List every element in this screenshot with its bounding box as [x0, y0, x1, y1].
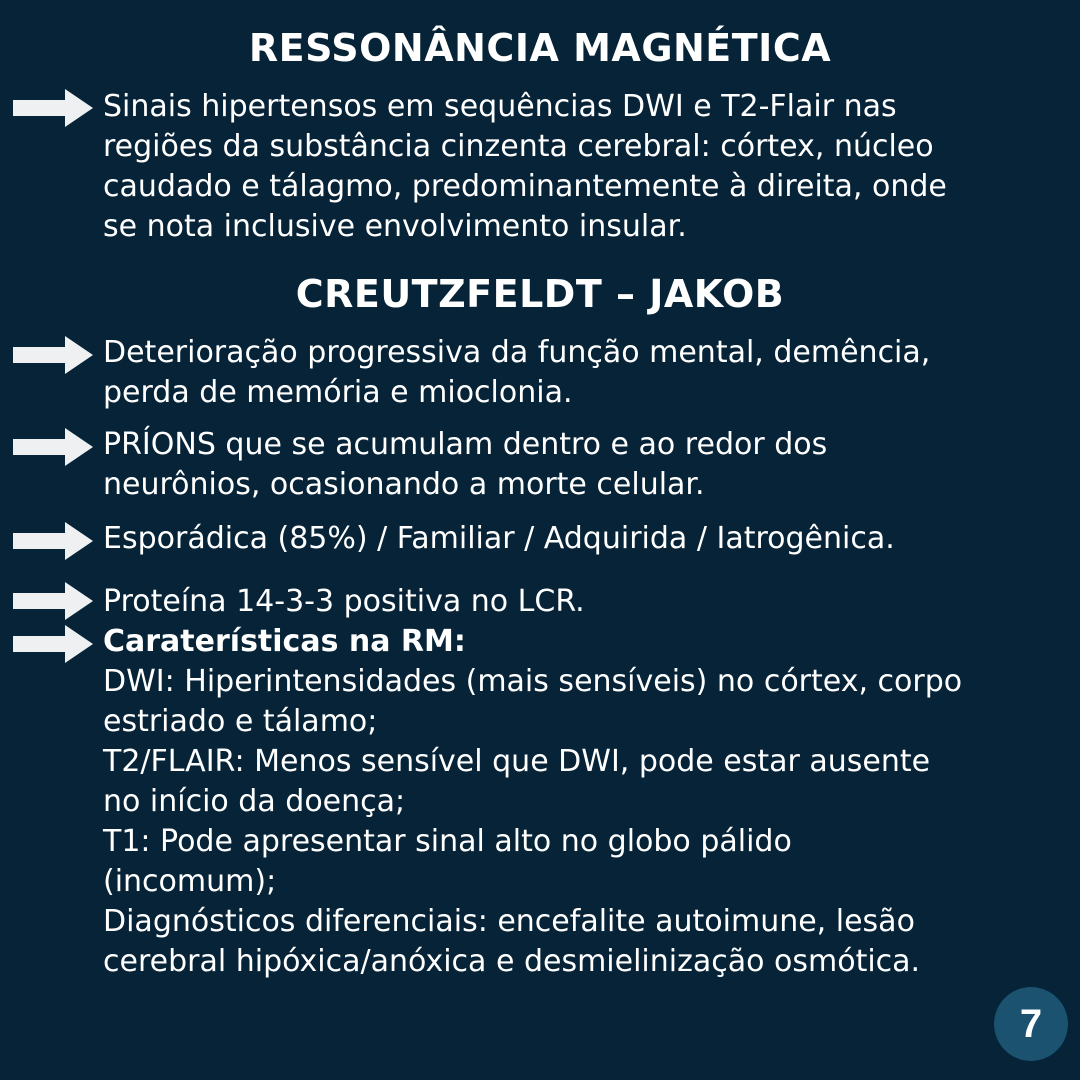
text-line: T1: Pode apresentar sinal alto no globo pálido — [103, 824, 792, 859]
right-arrow-icon — [13, 581, 93, 621]
text-line: (incomum); — [103, 864, 277, 899]
right-arrow-icon — [13, 427, 93, 467]
mri-findings-text — [103, 87, 1063, 247]
text-line: Deterioração progressiva da função mental, demência, — [103, 335, 931, 370]
text-line: no início da doença; — [103, 784, 406, 819]
right-arrow-icon — [13, 335, 93, 375]
text-line: PRÍONS que se acumulam dentro e ao redor dos — [103, 427, 828, 462]
cjd-mri-features — [103, 622, 1063, 982]
text-line: caudado e tálagmo, predominantemente à direita, onde — [103, 169, 947, 204]
right-arrow-icon — [13, 521, 93, 561]
text-line: DWI: Hiperintensidades (mais sensíveis) no córtex, corpo — [103, 664, 963, 699]
text-line: se nota inclusive envolvimento insular. — [103, 209, 687, 244]
text-line: neurônios, ocasionando a morte celular. — [103, 467, 705, 502]
cjd-item-prions — [103, 425, 1063, 505]
text-line: Diagnósticos diferenciais: encefalite autoimune, lesão — [103, 904, 915, 939]
right-arrow-icon — [13, 624, 93, 664]
text-line: estriado e tálamo; — [103, 704, 378, 739]
page-number-badge: 7 — [994, 987, 1068, 1061]
mri-features-heading: Caraterísticas na RM: — [103, 624, 466, 659]
text-line: T2/FLAIR: Menos sensível que DWI, pode estar ausente — [103, 744, 931, 779]
text-line: Proteína 14-3-3 positiva no LCR. — [103, 584, 585, 619]
text-line: perda de memória e mioclonia. — [103, 375, 573, 410]
cjd-item-types — [103, 519, 1063, 559]
cjd-item-protein — [103, 582, 1063, 622]
text-line: Esporádica (85%) / Familiar / Adquirida / Iatrogênica. — [103, 521, 895, 556]
section-title-cjd: CREUTZFELDT – JAKOB — [295, 272, 785, 316]
text-line: Sinais hipertensos em sequências DWI e T2-Flair nas — [103, 89, 897, 124]
cjd-item-symptoms — [103, 333, 1063, 413]
text-line: regiões da substância cinzenta cerebral: córtex, núcleo — [103, 129, 934, 164]
right-arrow-icon — [13, 88, 93, 128]
text-line: cerebral hipóxica/anóxica e desmielinização osmótica. — [103, 944, 921, 979]
section-title-mri: RESSONÂNCIA MAGNÉTICA — [248, 26, 832, 70]
